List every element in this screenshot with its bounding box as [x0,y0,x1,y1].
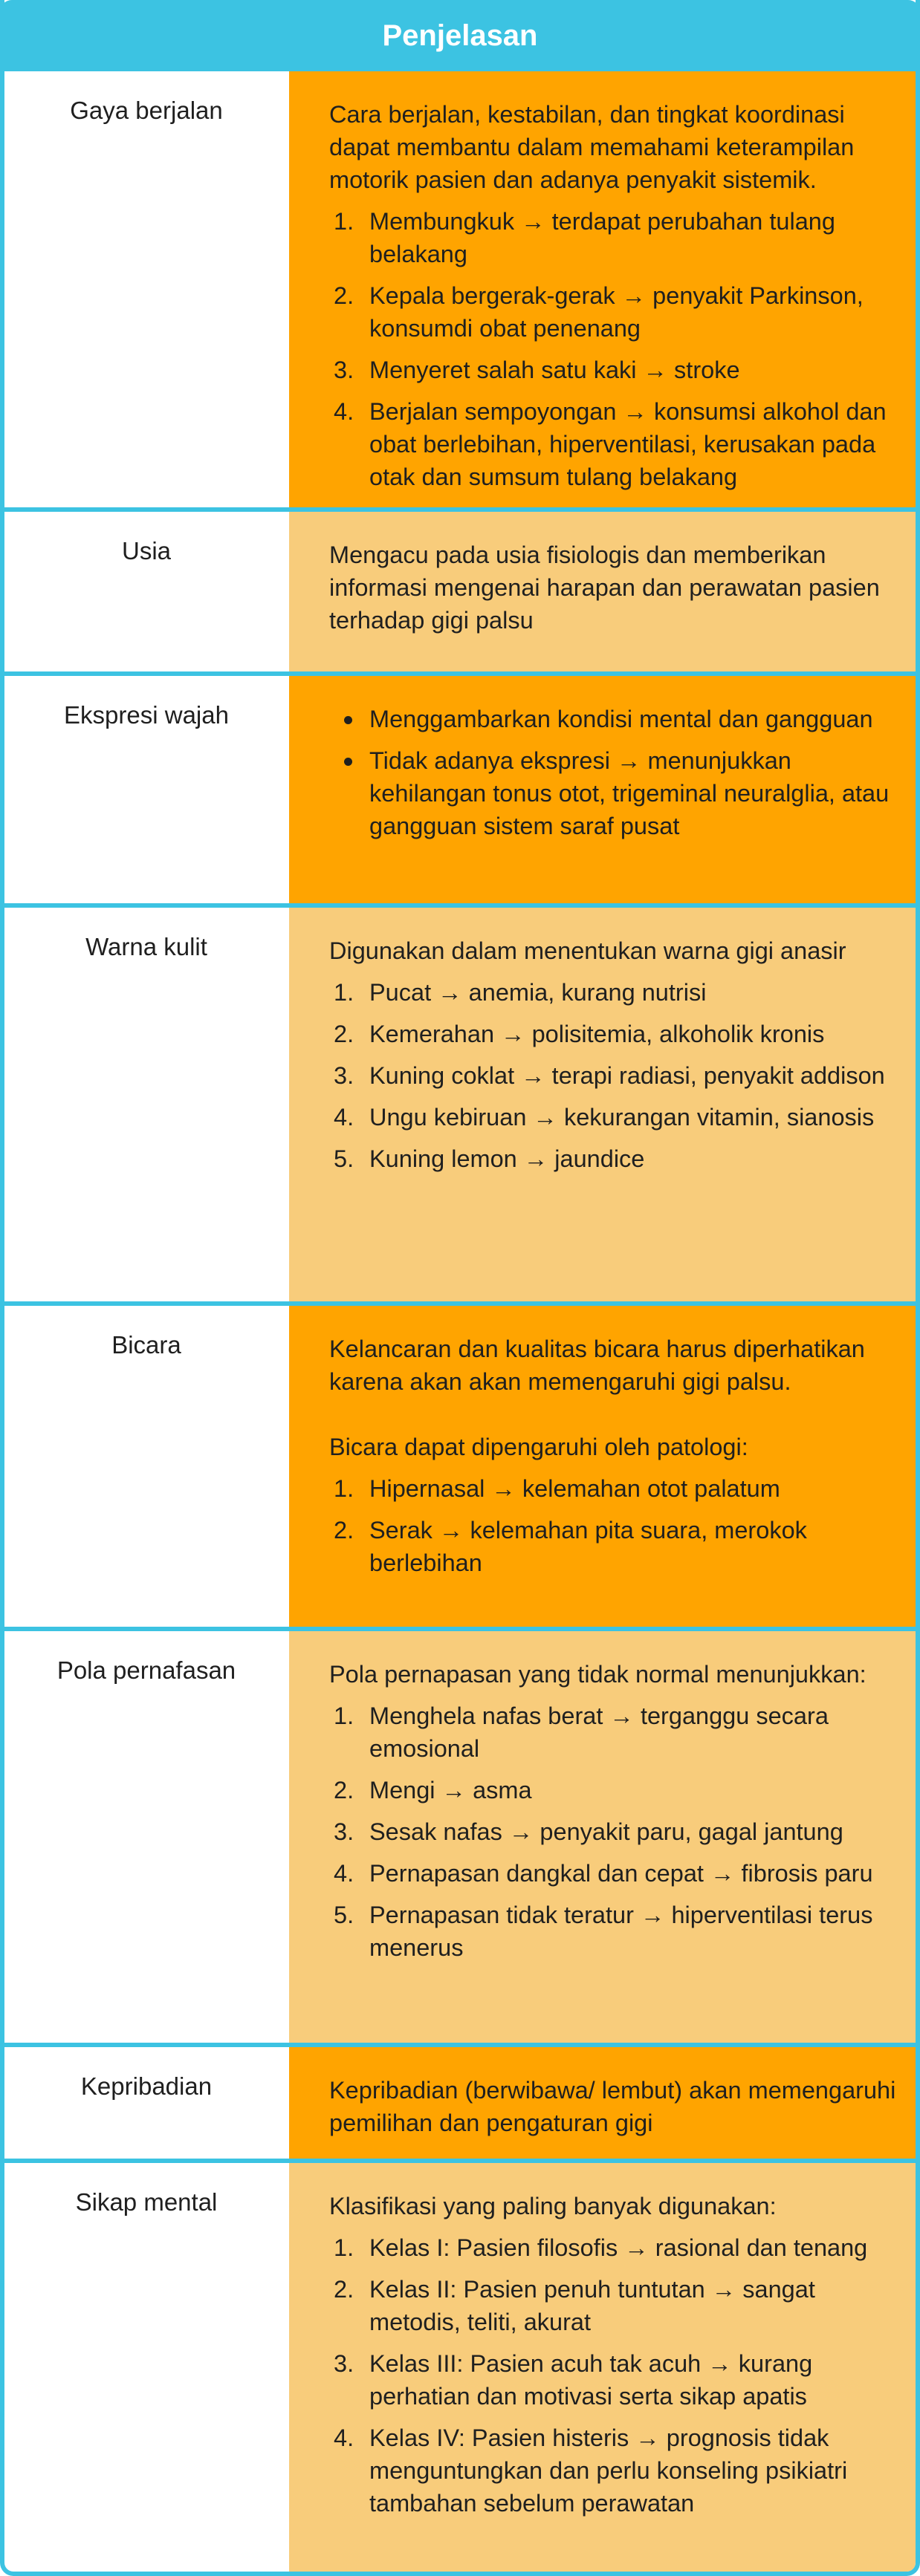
row-label: Sikap mental [75,2188,218,2216]
list-item: 1. Pucat → anemia, kurang nutrisi [334,979,707,1006]
list-item: 1. Hipernasal → kelemahan otot palatum [334,1475,780,1502]
table-row-pola-pernafasan [4,1631,916,2043]
table-row-sikap-mental [4,2163,916,2572]
list-item: 2. Kemerahan → polisitemia, alkoholik kronis [334,1021,825,1047]
row-intro: Klasifikasi yang paling banyak digunakan: [329,2193,777,2219]
row-content [289,512,916,671]
row-intro-secondary: Bicara dapat dipengaruhi oleh patologi: [329,1434,748,1460]
row-intro: Digunakan dalam menentukan warna gigi anasir [329,937,846,964]
list-item: 3. Kelas III: Pasien acuh tak acuh → kurang perhatian dan motivasi serta sikap apatis [334,2350,813,2410]
list-item: 5. Kuning lemon → jaundice [334,1145,645,1172]
list-item: 3. Kuning coklat → terapi radiasi, penyakit addison [334,1062,885,1089]
numbered-list [329,1472,901,1579]
row-label: Warna kulit [85,933,207,960]
row-intro: Kelancaran dan kualitas bicara harus diperhatikan karena akan akan memengaruhi gigi palsu. [329,1336,865,1395]
list-item: 2. Kepala bergerak-gerak → penyakit Parkinson, konsumdi obat penenang [334,282,864,342]
row-content [289,71,916,507]
list-item: 1. Menghela nafas berat → terganggu secara emosional [334,1702,829,1762]
bullet-list [329,703,901,842]
table-row-usia [4,512,916,671]
table-row-bicara [4,1306,916,1627]
list-item: 1. Membungkuk → terdapat perubahan tulang belakang [334,208,835,267]
row-content [289,1631,916,2043]
row-content [289,1306,916,1627]
list-item: 4. Pernapasan dangkal dan cepat → fibrosis paru [334,1860,873,1887]
row-intro: Cara berjalan, kestabilan, dan tingkat koordinasi dapat membantu dalam memahami keterampilan motorik pasien dan adanya penyakit sistemik. [329,101,855,193]
numbered-list [329,2231,901,2520]
list-item: 2. Mengi → asma [334,1777,532,1803]
row-label: Kepribadian [80,2072,213,2100]
row-content [289,908,916,1301]
table-row-kepribadian [4,2047,916,2159]
list-item: 1. Kelas I: Pasien filosofis → rasional dan tenang [334,2234,868,2261]
table-row-warna-kulit [4,908,916,1301]
row-label: Pola pernafasan [56,1656,236,1684]
numbered-list [329,976,901,1175]
row-label: Ekspresi wajah [64,701,229,729]
table-row-ekspresi-wajah [4,676,916,903]
list-item: Tidak adanya ekspresi → menunjukkan kehilangan tonus otot, trigeminal neuralglia, atau gangguan sistem saraf pusat [329,744,901,842]
list-item: 4. Ungu kebiruan → kekurangan vitamin, sianosis [334,1104,875,1131]
numbered-list [329,205,901,493]
row-content [289,2047,916,2159]
list-item: 3. Sesak nafas → penyakit paru, gagal jantung [334,1818,843,1845]
row-intro: Pola pernapasan yang tidak normal menunjukkan: [329,1661,866,1688]
list-item: 2. Serak → kelemahan pita suara, merokok berlebihan [334,1517,807,1576]
bullet-icon [344,716,352,724]
list-item: 5. Pernapasan tidak teratur → hiperventilasi terus menerus [334,1902,873,1961]
row-label: Gaya berjalan [70,97,223,124]
table-row-gaya-berjalan [4,71,916,507]
row-content [289,2163,916,2572]
numbered-list [329,1700,901,1964]
row-label: Bicara [111,1331,181,1359]
header-title: Penjelasan [382,19,538,52]
row-label: Usia [121,537,172,565]
row-intro: Kepribadian (berwibawa/ lembut) akan memengaruhi pemilihan dan pengaturan gigi [329,2077,896,2136]
list-item: 2. Kelas II: Pasien penuh tuntutan → sangat metodis, teliti, akurat [334,2276,815,2335]
row-content [289,676,916,903]
list-item: 4. Kelas IV: Pasien histeris → prognosis tidak menguntungkan dan perlu konseling psikiatri tambahan sebelum perawatan [334,2424,848,2517]
list-item: 3. Menyeret salah satu kaki → stroke [334,357,740,383]
row-intro: Mengacu pada usia fisiologis dan memberikan informasi mengenai harapan dan perawatan pasien terhadap gigi palsu [329,541,880,634]
list-item: Menggambarkan kondisi mental dan gangguan [329,703,901,735]
table-header [0,0,920,71]
bullet-icon [344,758,352,766]
list-item: 4. Berjalan sempoyongan → konsumsi alkohol dan obat berlebihan, hiperventilasi, kerusakan pada otak dan sumsum tulang belakang [334,398,887,490]
